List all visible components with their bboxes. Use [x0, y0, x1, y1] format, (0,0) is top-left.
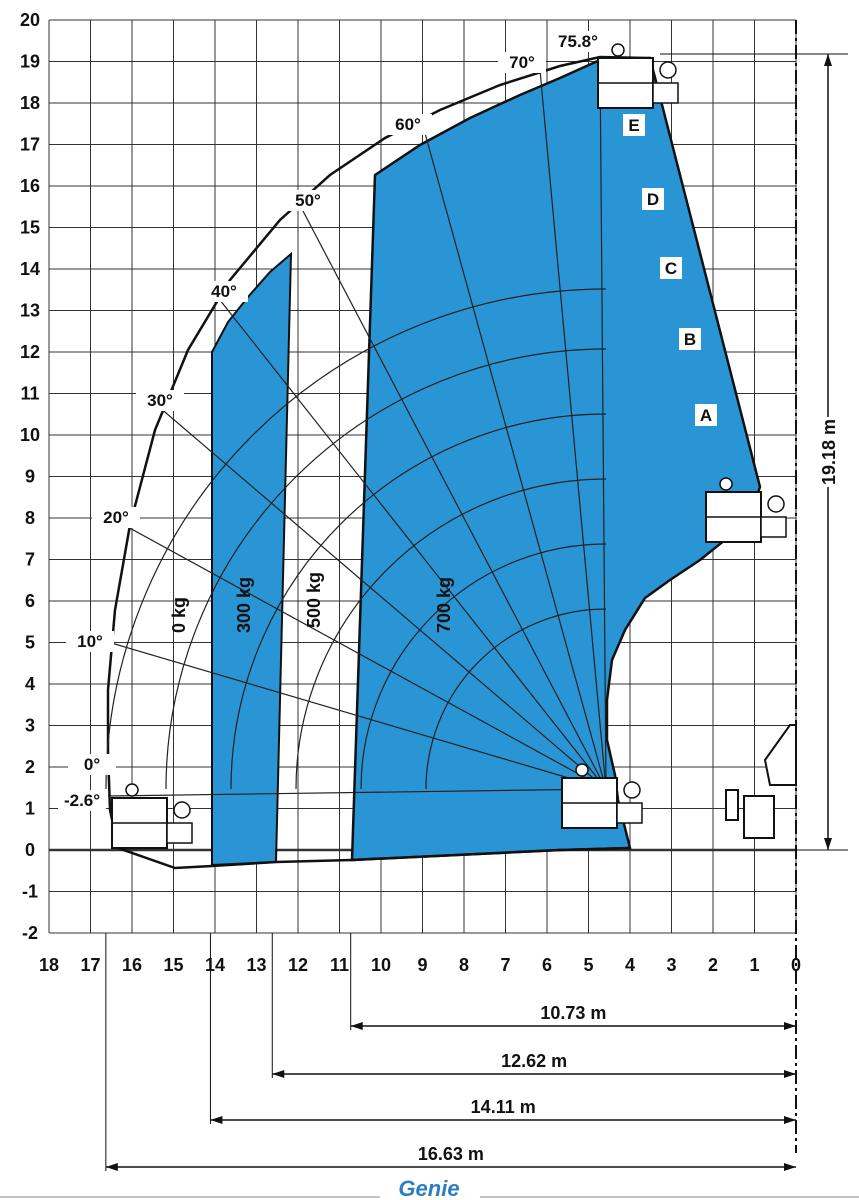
x-tick-label: 2 [707, 955, 719, 975]
y-tick-label: 20 [19, 10, 41, 30]
boom-angle-label: 0° [83, 755, 101, 774]
brand-logo: Genie [398, 1176, 460, 1200]
arrowhead [824, 838, 832, 850]
boom-angle-label: 60° [395, 115, 421, 134]
y-tick-label: 5 [24, 632, 36, 653]
x-tick-label: 4 [624, 955, 636, 975]
extension-mark: A [699, 406, 713, 425]
arrowhead [351, 1022, 363, 1030]
x-tick-label: 11 [329, 955, 350, 975]
y-tick-label: 4 [24, 674, 36, 694]
extension-mark: C [664, 259, 678, 278]
y-tick-label: -1 [21, 881, 39, 902]
boom-angle-label: 75.8° [558, 32, 598, 51]
x-tick-label: 12 [287, 955, 309, 975]
x-tick-label: 16 [121, 955, 143, 975]
x-tick-label: 9 [417, 955, 428, 975]
basket-bracket [761, 517, 786, 537]
arrowhead [106, 1163, 118, 1171]
x-tick-label: 8 [458, 955, 470, 975]
x-tick-label: 6 [541, 955, 553, 975]
y-tick-label: 14 [19, 259, 41, 279]
operator-head [576, 764, 588, 776]
boom-angle-label: 40° [211, 282, 237, 301]
y-tick-label: 16 [19, 176, 41, 196]
y-tick-label: 17 [19, 134, 41, 155]
x-tick-label: 13 [246, 955, 267, 975]
arrowhead [784, 1163, 796, 1171]
reel-icon [768, 496, 784, 512]
arrowhead [210, 1116, 222, 1124]
operator-head [720, 478, 732, 490]
y-tick-label: 1 [24, 798, 36, 819]
reel-icon [174, 802, 190, 818]
arrowhead [784, 1070, 796, 1078]
boom-angle-label: 30° [147, 391, 173, 410]
y-tick-label: 6 [24, 591, 36, 611]
extension-mark: D [646, 190, 660, 209]
y-tick-label: 10 [19, 425, 41, 445]
outreach-label: 12.62 m [501, 1051, 568, 1071]
y-tick-label: 0 [24, 840, 36, 860]
y-tick-label: 13 [19, 300, 41, 321]
max-height-label: 19.18 m [819, 418, 839, 486]
outreach-label: 16.63 m [417, 1144, 484, 1164]
y-tick-label: 18 [19, 93, 41, 113]
load-zones [212, 58, 760, 865]
y-tick-label: 15 [19, 217, 41, 238]
load-zone-label: 300 kg [234, 576, 254, 634]
boom-angle-label: 70° [509, 53, 535, 72]
boom-angle-label: -2.6° [63, 791, 101, 810]
outreach-label: 10.73 m [540, 1003, 607, 1023]
arrowhead [824, 54, 832, 66]
reel-icon [624, 782, 640, 798]
boom-angle-label: 50° [295, 191, 321, 210]
outreach-label: 14.11 m [470, 1097, 536, 1117]
load-zone-label: 500 kg [304, 571, 324, 629]
x-tick-label: 18 [38, 955, 60, 975]
boom-angle-label: 10° [77, 632, 103, 651]
basket-bracket [653, 83, 678, 103]
y-tick-label: 19 [19, 51, 41, 72]
x-tick-label: 17 [80, 955, 101, 975]
machine-post [726, 790, 738, 820]
boom-angle-label: 20° [103, 508, 129, 527]
x-tick-label: 7 [500, 955, 511, 975]
arrowhead [784, 1022, 796, 1030]
reel-icon [660, 62, 676, 78]
x-tick-label: 5 [583, 955, 594, 975]
zone-700kg [352, 58, 760, 860]
arrowhead [272, 1070, 284, 1078]
zone-300kg [212, 254, 291, 865]
load-zone-label: 0 kg [169, 596, 189, 634]
x-tick-label: 1 [749, 955, 760, 975]
y-tick-label: 8 [24, 508, 36, 528]
x-tick-label: 15 [163, 955, 184, 975]
platform-basket [112, 784, 192, 848]
y-tick-label: 2 [24, 757, 36, 777]
basket-bracket [617, 803, 642, 823]
operator-head [612, 44, 624, 56]
machine-cab [765, 725, 796, 785]
y-tick-label: 12 [19, 342, 41, 362]
x-tick-label: 14 [204, 955, 226, 975]
basket-bracket [167, 823, 192, 843]
y-tick-label: 11 [20, 383, 40, 404]
operator-head [126, 784, 138, 796]
machine-body [744, 796, 774, 838]
y-tick-label: -2 [21, 923, 39, 943]
load-zone-label: 700 kg [434, 576, 454, 634]
x-tick-label: 3 [666, 955, 677, 975]
extension-mark: E [628, 116, 640, 135]
x-tick-label: 0 [790, 955, 802, 975]
y-tick-label: 3 [24, 715, 36, 736]
extension-mark: B [683, 330, 697, 349]
x-tick-label: 10 [370, 955, 392, 975]
y-tick-label: 7 [24, 549, 36, 570]
arrowhead [784, 1116, 796, 1124]
y-tick-label: 9 [24, 466, 36, 487]
machine-boom-head [726, 725, 796, 838]
